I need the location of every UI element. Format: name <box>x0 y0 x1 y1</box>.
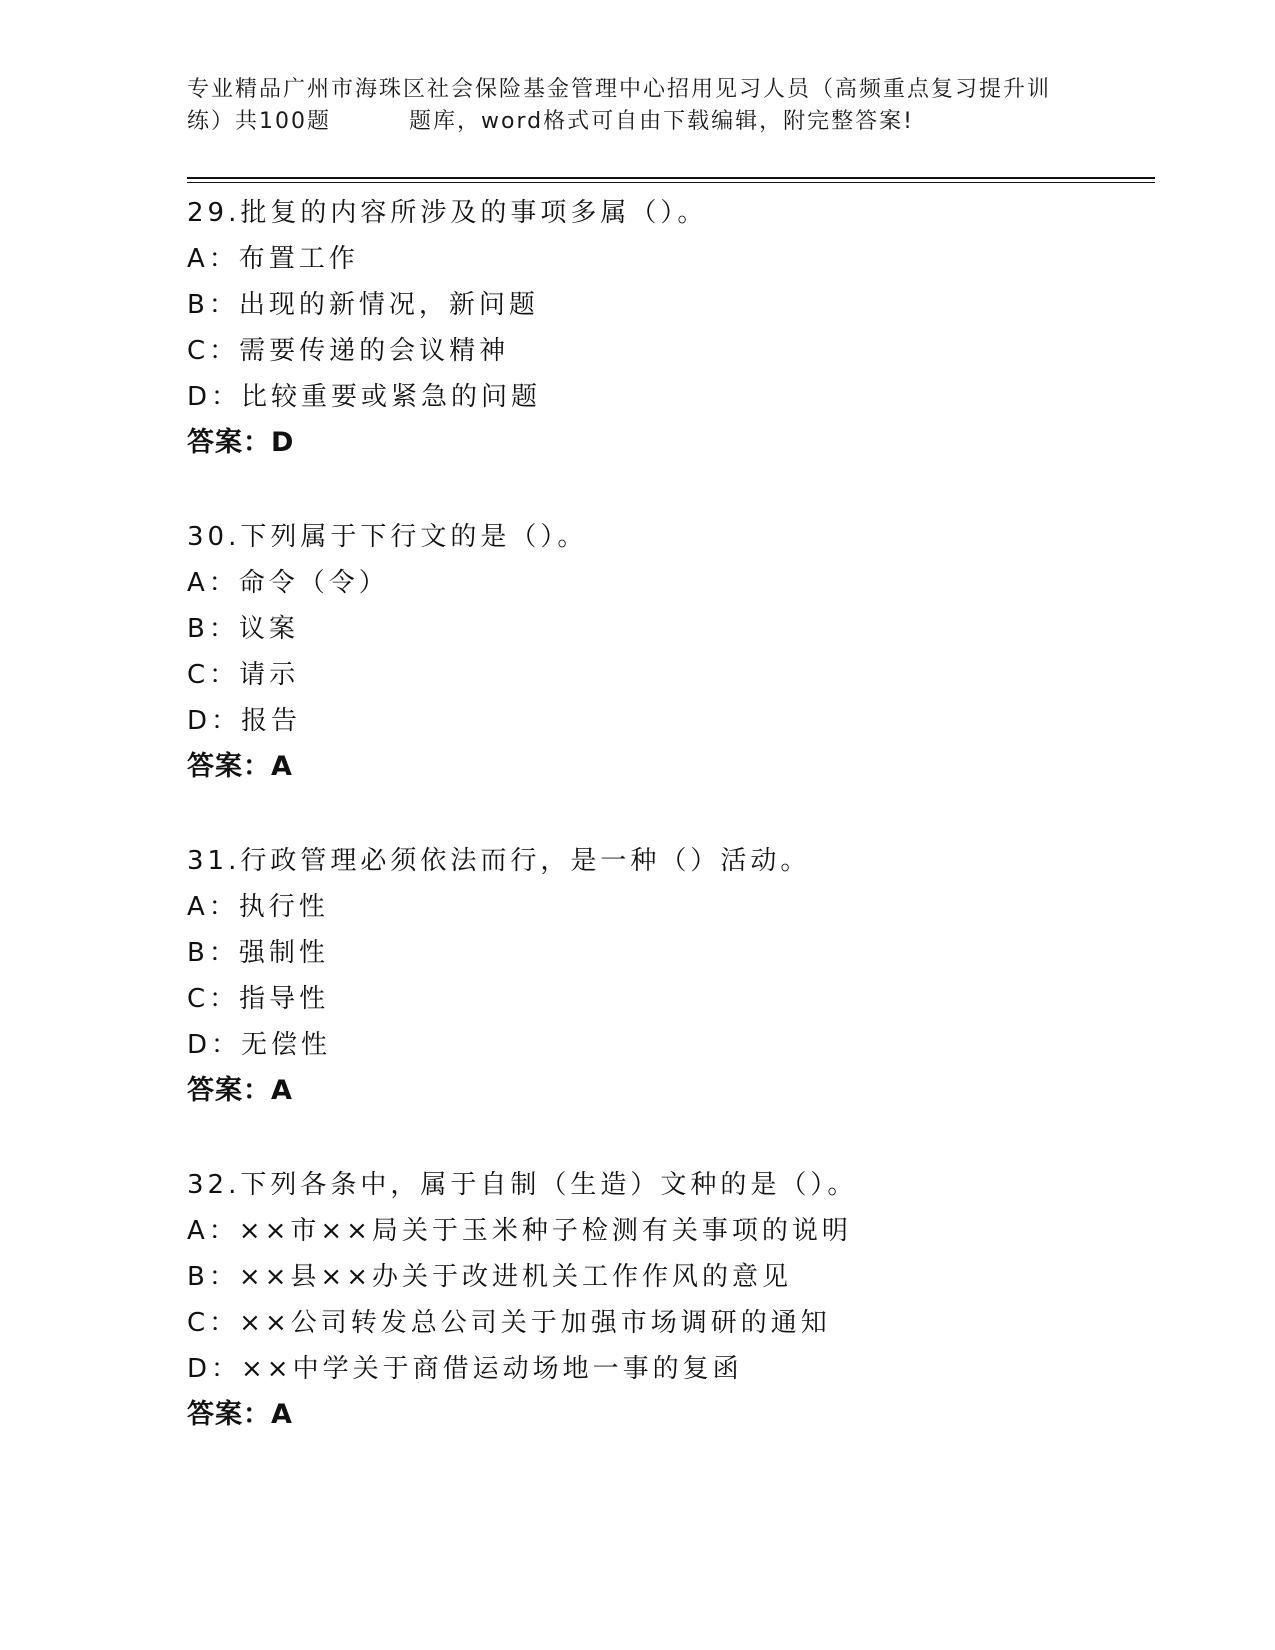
header-line-2 <box>187 106 1092 138</box>
option-d: D：无偿性 <box>187 1030 332 1060</box>
question-stem: 32.下列各条中，属于自制（生造）文种的是（）。 <box>187 1170 858 1200</box>
option-a: A：布置工作 <box>187 244 359 274</box>
question-32 <box>187 1162 1147 1438</box>
answer: 答案：D <box>187 427 295 458</box>
option-c: C：请示 <box>187 660 300 690</box>
option-d: D：××中学关于商借运动场地一事的复函 <box>187 1354 743 1384</box>
option-a: A：命令（令） <box>187 568 389 598</box>
option-c: C：××公司转发总公司关于加强市场调研的通知 <box>187 1308 831 1338</box>
option-d: D：比较重要或紧急的问题 <box>187 382 542 412</box>
answer: 答案：A <box>187 1399 293 1430</box>
option-c: C：指导性 <box>187 984 330 1014</box>
option-a: A：执行性 <box>187 892 329 922</box>
answer: 答案：A <box>187 1075 293 1106</box>
header-divider-thin <box>187 182 1155 183</box>
question-stem: 30.下列属于下行文的是（）。 <box>187 522 588 552</box>
question-stem: 29.批复的内容所涉及的事项多属（）。 <box>187 198 708 228</box>
option-c: C：需要传递的会议精神 <box>187 336 510 366</box>
document-header <box>187 74 1092 138</box>
option-b: B：出现的新情况，新问题 <box>187 290 539 320</box>
option-b: B：议案 <box>187 614 299 644</box>
question-30 <box>187 514 1147 790</box>
question-31 <box>187 838 1147 1114</box>
option-b: B：强制性 <box>187 938 329 968</box>
question-list <box>187 190 1147 1486</box>
option-a: A：××市××局关于玉米种子检测有关事项的说明 <box>187 1216 852 1246</box>
header-line-2-part-2: 题库，word格式可自由下载编辑，附完整答案! <box>409 109 914 134</box>
header-line-2-part-1: 练）共100题 <box>187 109 331 134</box>
question-stem: 31.行政管理必须依法而行，是一种（）活动。 <box>187 846 811 876</box>
option-d: D：报告 <box>187 706 302 736</box>
header-line-1: 专业精品广州市海珠区社会保险基金管理中心招用见习人员（高频重点复习提升训 <box>187 77 1052 102</box>
answer: 答案：A <box>187 751 293 782</box>
header-divider-thick <box>187 177 1155 179</box>
question-29 <box>187 190 1147 466</box>
option-b: B：××县××办关于改进机关工作作风的意见 <box>187 1262 792 1292</box>
